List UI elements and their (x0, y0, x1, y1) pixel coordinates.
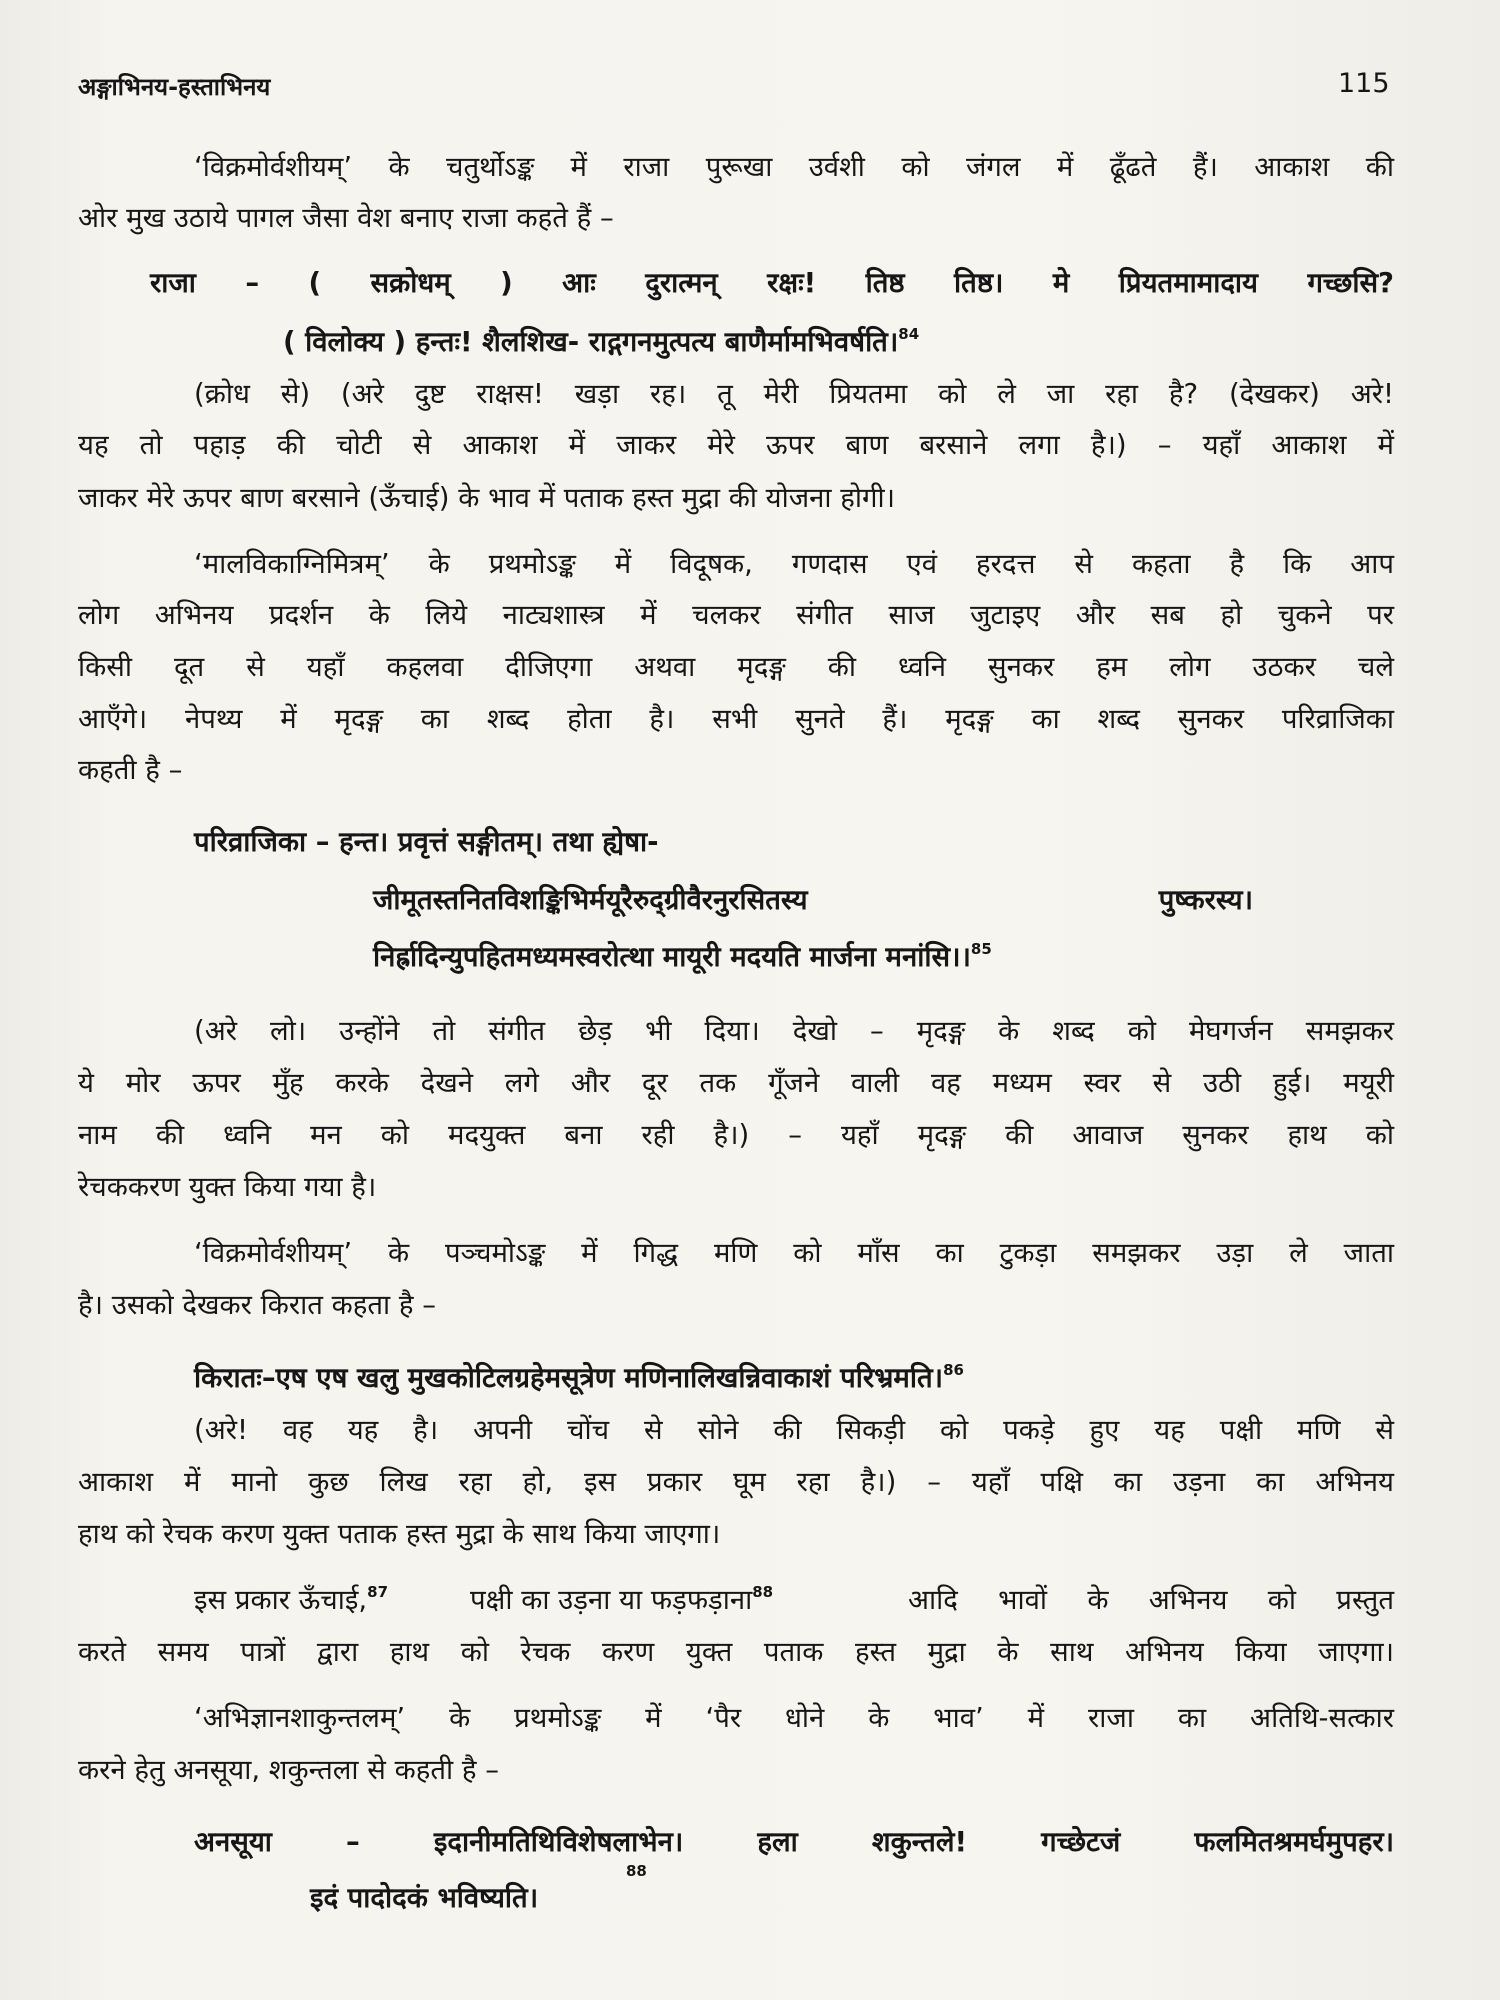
text-line: रेचककरण युक्त किया गया है। (78, 1171, 377, 1203)
text-line: यह तो पहाड़ की चोटी से आकाश में जाकर मेरे ऊपर बाण बरसाने लगा है।) – यहाँ आकाश में (78, 429, 1394, 461)
text-line: नाम की ध्वनि मन को मदयुक्त बना रही है।) – यहाँ मृदङ्ग की आवाज सुनकर हाथ को (78, 1119, 1394, 1151)
sanskrit-verse-line: राजा – ( सक्रोधम् ) आः दुरात्मन् रक्षः! तिष्ठ तिष्ठ। मे प्रियतमामादाय गच्छसि? (150, 267, 1394, 299)
sanskrit-verse-line: इदं पादोदकं भविष्यति। (310, 1882, 539, 1914)
text-line: इस प्रकार ऊँचाई,$^{87}$ (194, 1583, 389, 1616)
text-line: ‘विक्रमोर्वशीयम्’ के पञ्चमोऽङ्क में गिद्ध मणि को माँस का टुकड़ा समझकर उड़ा ले जाता (194, 1237, 1394, 1269)
sanskrit-verse-line: अनसूया – इदानीमतिथिविशेषलाभेन। हला शकुन्तले! गच्छेटजं फलमितश्रमर्घमुपहर। (194, 1826, 1394, 1858)
text-line: (अरे लो। उन्होंने तो संगीत छेड़ भी दिया। देखो – मृदङ्ग के शब्द को मेघगर्जन समझकर (194, 1015, 1394, 1047)
text-line: पक्षी का उड़ना या फड़फड़ाना$^{88}$ (470, 1583, 774, 1616)
text-line: किसी दूत से यहाँ कहलवा दीजिएगा अथवा मृदङ्ग की ध्वनि सुनकर हम लोग उठकर चले (78, 651, 1394, 683)
text-line: ‘मालविकाग्निमित्रम्’ के प्रथमोऽङ्क में विदूषक, गणदास एवं हरदत्त से कहता है कि आप (194, 548, 1394, 580)
footnote-ref: 85 (970, 940, 992, 958)
text-line: ‘विक्रमोर्वशीयम्’ के चतुर्थोऽङ्क में राजा पुरूखा उर्वशी को जंगल में ढूँढते हैं। आकाश की (194, 151, 1394, 183)
footnote-ref: 84 (898, 325, 920, 343)
footnote-ref: 88 (626, 1862, 647, 1880)
sanskrit-verse-line: निर्ह्रादिन्युपहितमध्यमस्वरोत्था मायूरी मदयति मार्जना मनांसि।।$^{85}$ (373, 940, 992, 973)
text-line: आएँगे। नेपथ्य में मृदङ्ग का शब्द होता है। सभी सुनते हैं। मृदङ्ग का शब्द सुनकर परिव्राजिका (78, 703, 1394, 735)
text-line: ‘अभिज्ञानशाकुन्तलम्’ के प्रथमोऽङ्क में ‘पैर धोने के भाव’ में राजा का अतिथि-सत्कार (194, 1702, 1394, 1734)
text-line: हाथ को रेचक करण युक्त पताक हस्त मुद्रा के साथ किया जाएगा। (78, 1518, 721, 1550)
text-line: लोग अभिनय प्रदर्शन के लिये नाट्यशास्त्र में चलकर संगीत साज जुटाइए और सब हो चुकने पर (78, 599, 1394, 631)
text-line: (क्रोध से) (अरे दुष्ट राक्षस! खड़ा रह। तू मेरी प्रियतमा को ले जा रहा है? (देखकर) अरे! (194, 378, 1394, 410)
text-line: है। उसको देखकर किरात कहता है – (78, 1289, 437, 1321)
text-line: कहती है – (78, 754, 183, 786)
sanskrit-verse-line: ( विलोक्य ) हन्तः! शैलशिख- राद्गगनमुत्पत्य बाणैर्मामभिवर्षति।$^{84}$ (283, 325, 920, 358)
footnote-ref: 87 (367, 1583, 389, 1601)
text-line: जाकर मेरे ऊपर बाण बरसाने (ऊँचाई) के भाव में पताक हस्त मुद्रा की योजना होगी। (78, 482, 896, 514)
text-line: ये मोर ऊपर मुँह करके देखने लगे और दूर तक गूँजने वाली वह मध्यम स्वर से उठी हुई। मयूरी (78, 1067, 1394, 1099)
page-number: 115 (1338, 68, 1390, 99)
footnote-ref: 86 (943, 1361, 964, 1379)
text-line: आदि भावों के अभिनय को प्रस्तुत (908, 1584, 1394, 1616)
sanskrit-verse-line: किरातः–एष एष खलु मुखकोटिलग्रहेमसूत्रेण मणिनालिखन्निवाकाशं परिभ्रमति।$^{86}$ (194, 1361, 964, 1394)
text-line: (अरे! वह यह है। अपनी चोंच से सोने की सिकड़ी को पकड़े हुए यह पक्षी मणि से (194, 1414, 1394, 1446)
text-line: करने हेतु अनसूया, शकुन्तला से कहती है – (78, 1754, 499, 1786)
sanskrit-verse-line: परिव्राजिका – हन्त। प्रवृत्तं सङ्गीतम्। तथा ह्येषा- (194, 826, 659, 858)
text-line: ओर मुख उठाये पागल जैसा वेश बनाए राजा कहते हैं – (78, 202, 614, 234)
footnote-ref: 88 (752, 1583, 774, 1601)
sanskrit-verse-line: जीमूतस्तनितविशङ्किभिर्मयूरैरुद्ग्रीवैरनुरसितस्य पुष्करस्य। (373, 884, 1253, 916)
text-line: करते समय पात्रों द्वारा हाथ को रेचक करण युक्त पताक हस्त मुद्रा के साथ अभिनय किया जाएगा। (78, 1636, 1394, 1668)
running-header: अङ्गाभिनय-हस्ताभिनय (78, 73, 271, 101)
text-line: आकाश में मानो कुछ लिख रहा हो, इस प्रकार घूम रहा है।) – यहाँ पक्षि का उड़ना का अभिनय (78, 1466, 1394, 1498)
